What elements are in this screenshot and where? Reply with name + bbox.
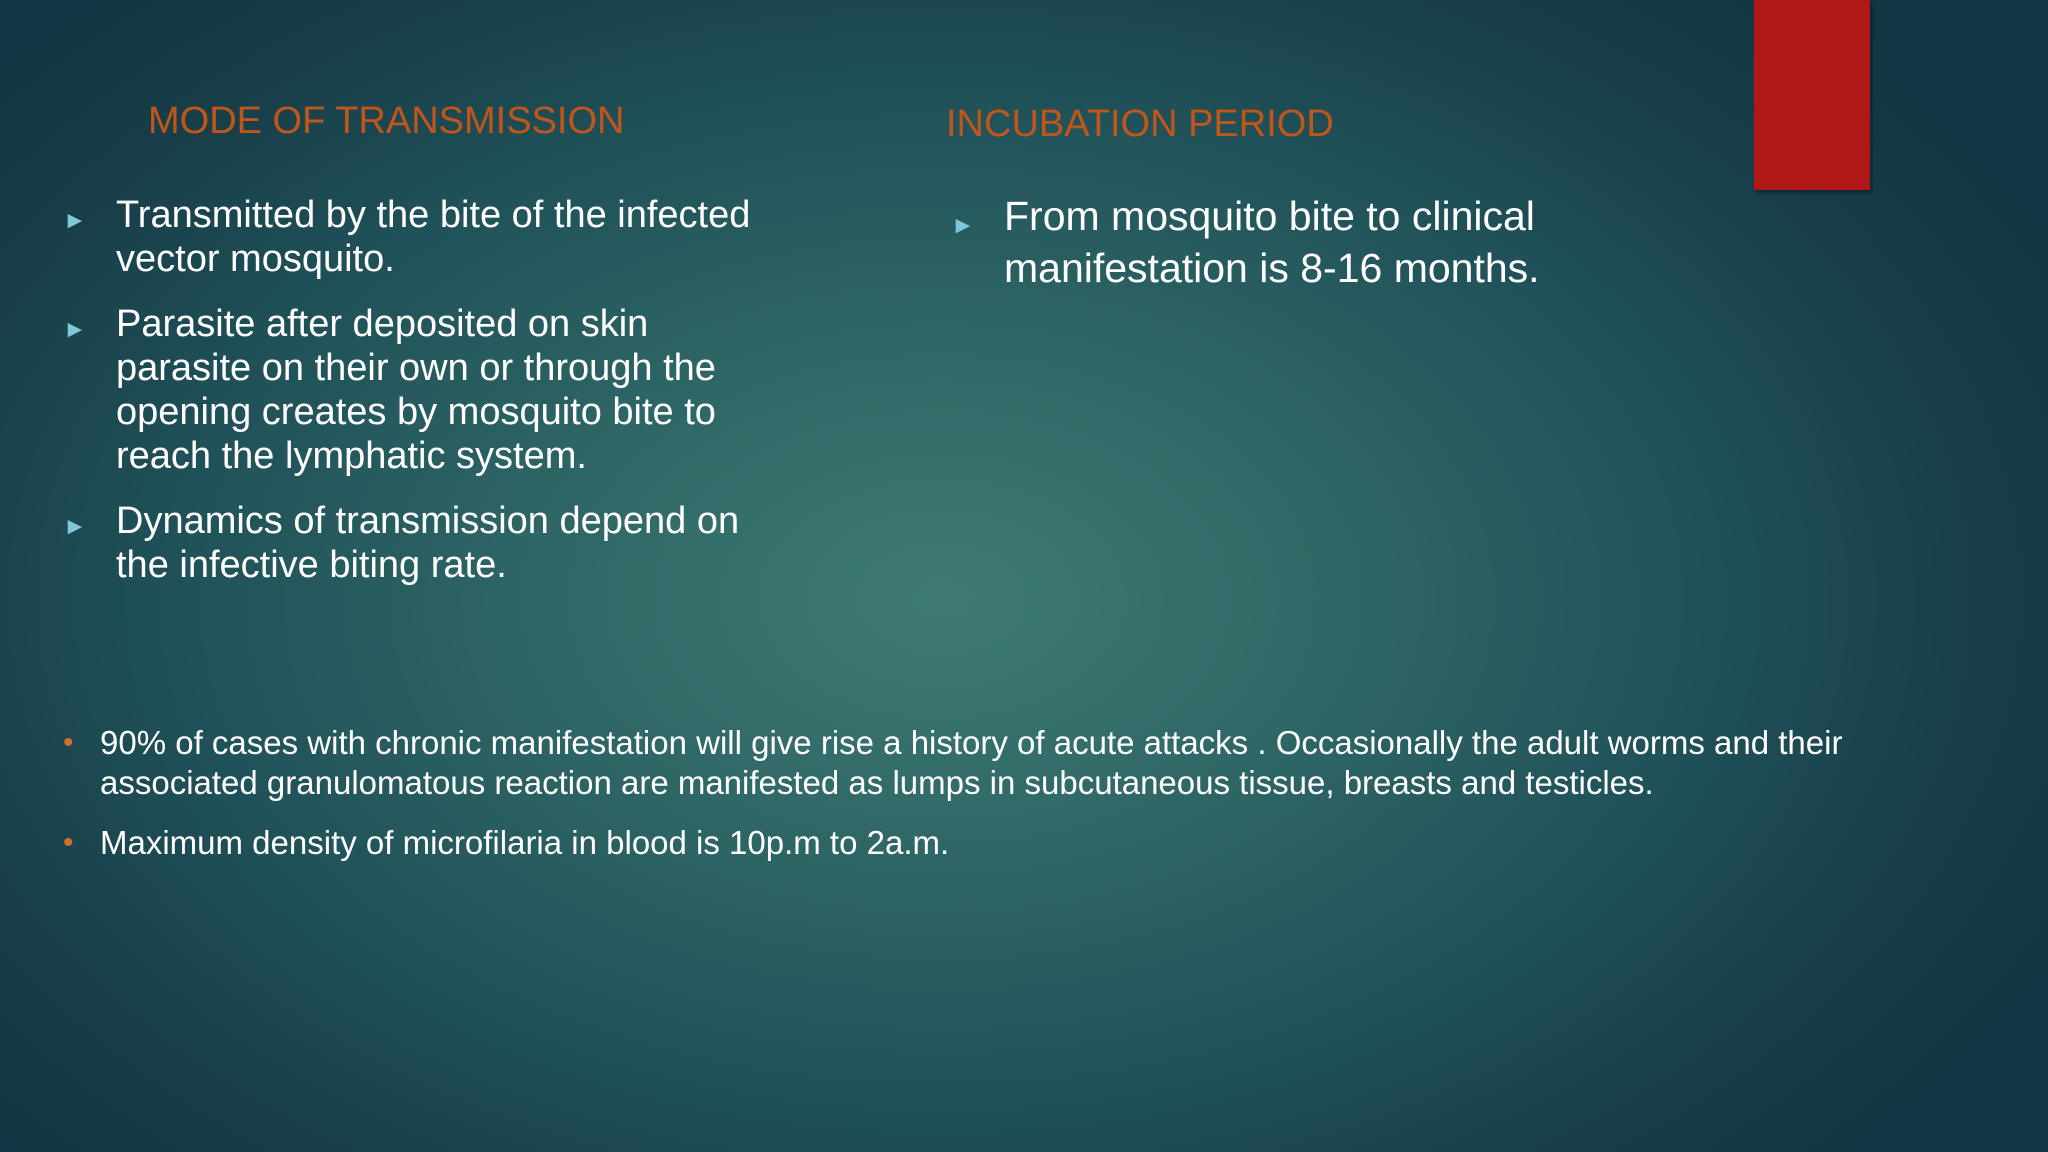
mode-of-transmission-heading: MODE OF TRANSMISSION (148, 100, 625, 142)
list-item (63, 499, 783, 587)
bullet-text: Parasite after deposited on skin parasite on their own or through the opening creates by mosquito bite to reach the lymphatic system. (116, 303, 716, 477)
list-item (63, 823, 2003, 863)
list-item (63, 193, 783, 281)
bullet-text: Transmitted by the bite of the infected vector mosquito. (116, 194, 751, 280)
notes-bullet-list (63, 723, 2003, 883)
note-text: 90% of cases with chronic manifestation will give rise a history of acute attacks . Occasionally the adult worms and their associated granulomatous reaction are manifested as lumps in subcutaneous tissue, breasts and testicles. (100, 724, 1843, 801)
list-item (63, 723, 2003, 803)
incubation-bullet-list (951, 190, 1711, 294)
bullet-text: Dynamics of transmission depend on the infective biting rate. (116, 500, 740, 586)
incubation-period-heading: INCUBATION PERIOD (946, 103, 1334, 145)
triangle-bullet-icon: ► (63, 316, 87, 343)
list-item (63, 302, 783, 478)
red-accent-tab (1754, 0, 1870, 190)
triangle-bullet-icon: ► (63, 207, 87, 234)
note-text: Maximum density of microfilaria in blood is 10p.m to 2a.m. (100, 824, 950, 861)
list-item (951, 190, 1711, 294)
triangle-bullet-icon: ► (63, 513, 87, 540)
bullet-text: From mosquito bite to clinical manifestation is 8-16 months. (1004, 193, 1540, 291)
dot-bullet-icon: • (63, 826, 74, 859)
transmission-bullet-list (63, 193, 783, 608)
triangle-bullet-icon: ► (951, 212, 975, 239)
dot-bullet-icon: • (63, 726, 74, 759)
